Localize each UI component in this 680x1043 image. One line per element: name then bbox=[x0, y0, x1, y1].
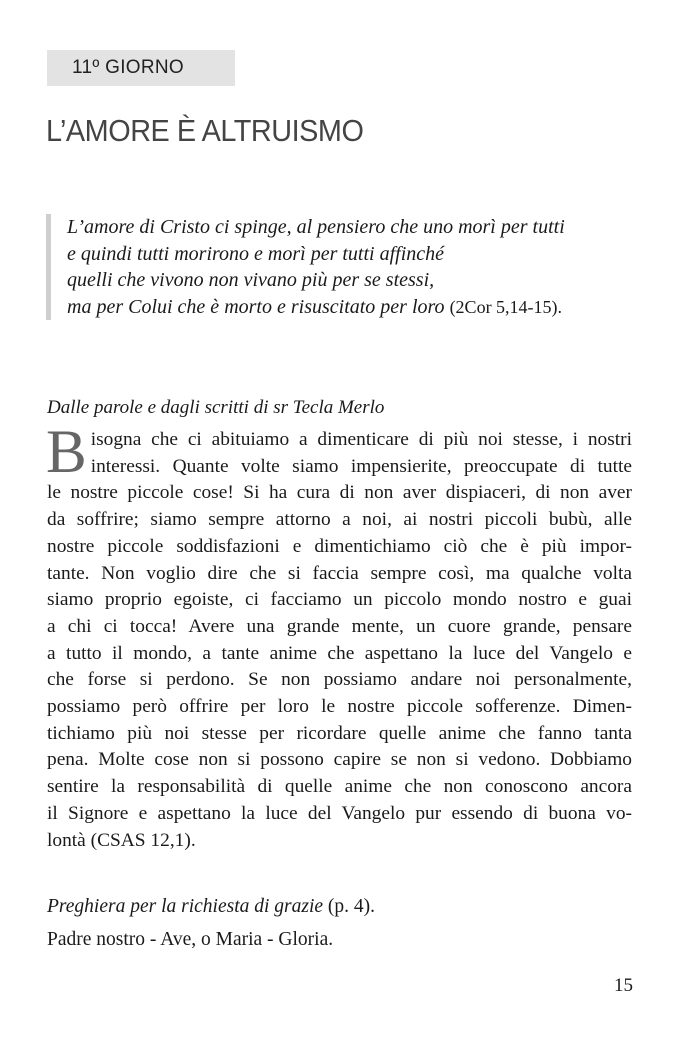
body-line: da soffrire; siamo sempre attorno a noi, ai nostri piccoli bubù, alle bbox=[47, 509, 632, 531]
body-text bbox=[46, 419, 632, 854]
quote-reference: (2Cor 5,14-15). bbox=[449, 296, 563, 317]
body-line: pena. Molte cose non si possono capire se non si vedono. Dobbiamo bbox=[47, 749, 632, 771]
prayer-title: Preghiera per la richiesta di grazie bbox=[47, 896, 324, 917]
body-line: siamo proprio egoiste, ci facciamo un piccolo mondo nostro e guai bbox=[47, 589, 632, 611]
source-heading: Dalle parole e dagli scritti di sr Tecla Merlo bbox=[47, 397, 385, 418]
body-line: a chi ci tocca! Avere una grande mente, un cuore grande, pensare bbox=[47, 615, 632, 637]
quote-line: L’amore di Cristo ci spinge, al pensiero che uno morì per tutti bbox=[67, 216, 565, 238]
prayer-instruction bbox=[47, 896, 375, 918]
body-line: le nostre piccole cose! Si ha cura di non aver dispiaceri, di non aver bbox=[47, 482, 632, 504]
day-label: 11º GIORNO bbox=[47, 50, 235, 86]
body-line: nostre piccole soddisfazioni e dimentichiamo ciò che è più impor- bbox=[47, 535, 632, 557]
body-line: sentire la responsabilità di quelle anime che non conoscono ancora bbox=[47, 776, 632, 798]
body-line: a tutto il mondo, a tante anime che aspettano la luce del Vangelo e bbox=[47, 642, 632, 664]
body-line: tichiamo più noi stesse per ricordare quelle anime che fanno tanta bbox=[47, 722, 632, 744]
body-line: che forse si perdono. Se non possiamo andare noi personalmente, bbox=[47, 669, 632, 691]
body-line: possiamo però offrire per loro le nostre piccole sofferenze. Dimen- bbox=[47, 696, 632, 718]
body-line: isogna che ci abituiamo a dimenticare di più noi stesse, i nostri bbox=[90, 429, 632, 450]
chapter-title: L’AMORE È ALTRUISMO bbox=[46, 113, 364, 148]
scripture-quote bbox=[46, 214, 636, 320]
body-line: interessi. Quante volte siamo impensierite, preoccupate di tutte bbox=[90, 455, 632, 477]
drop-cap: B bbox=[46, 419, 87, 486]
prayer-page-ref: (p. 4). bbox=[323, 896, 376, 917]
quote-line-last bbox=[67, 294, 636, 321]
quote-line: quelli che vivono non vivano più per se stessi, bbox=[67, 269, 435, 291]
page-number: 15 bbox=[614, 975, 633, 996]
body-line: tante. Non voglio dire che si faccia sempre così, ma qualche volta bbox=[47, 562, 632, 584]
body-line: il Signore e aspettano la luce del Vangelo pur essendo di buona vo- bbox=[47, 802, 632, 824]
quote-line: e quindi tutti morirono e morì per tutti affinché bbox=[67, 242, 445, 265]
closing-prayers: Padre nostro - Ave, o Maria - Gloria. bbox=[47, 929, 334, 950]
body-line-last: lontà (CSAS 12,1). bbox=[47, 829, 196, 851]
quote-text: ma per Colui che è morto e risuscitato per loro bbox=[67, 295, 445, 318]
